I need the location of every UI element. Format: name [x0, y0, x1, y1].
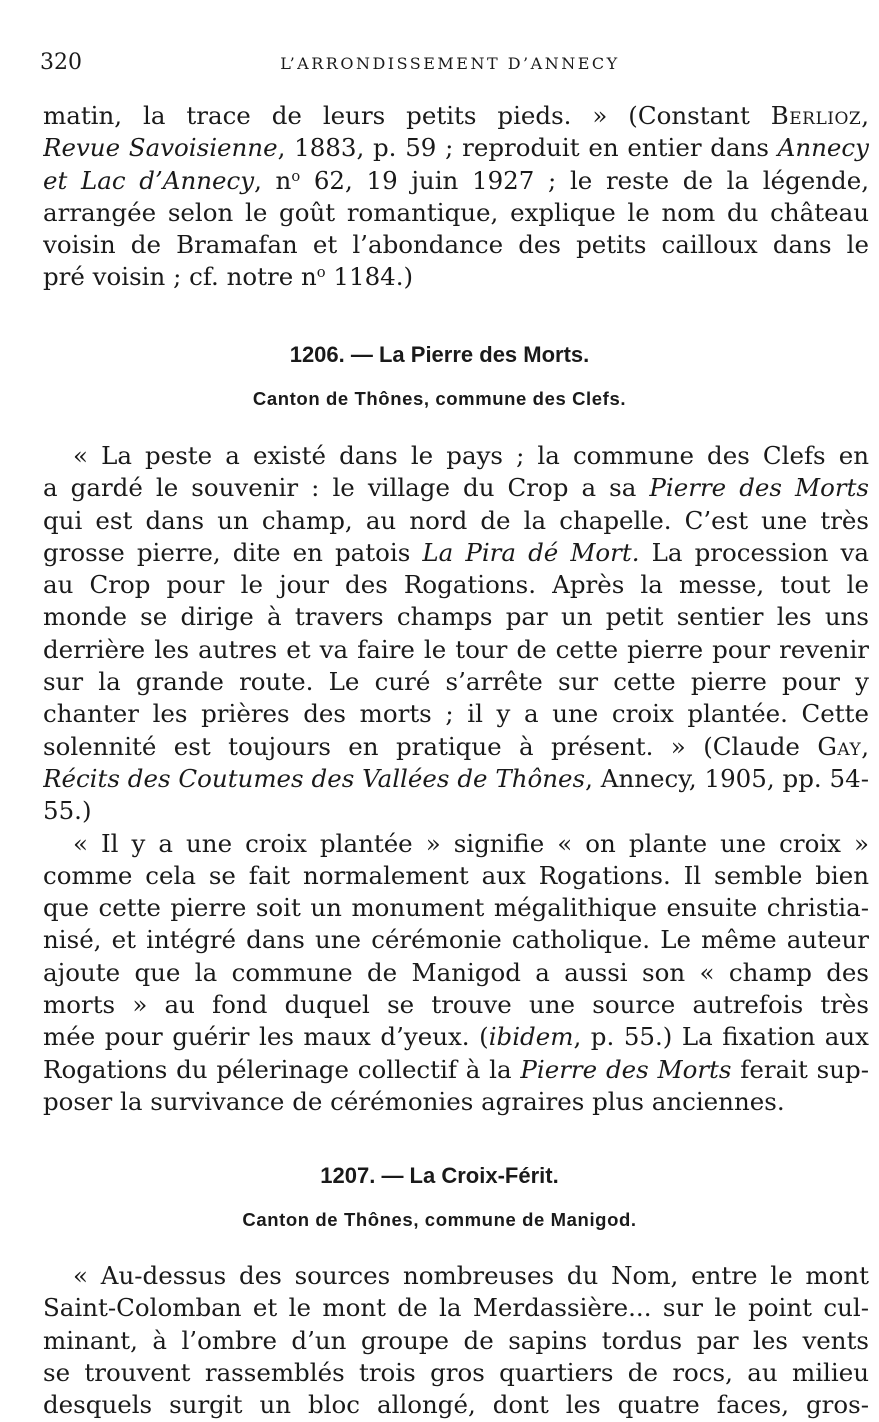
text-line: ajoute que la commune de Manigod a aussi son « champ des	[43, 957, 869, 987]
text-line: 55.)	[43, 796, 92, 826]
entry-body-1207	[43, 1260, 869, 1421]
text-line: derrière les autres et va faire le tour de cette pierre pour revenir	[43, 634, 869, 664]
text-line: minant, à l’ombre d’un groupe de sapins tordus par les vents	[43, 1325, 869, 1355]
text-line: Saint-Colomban et le mont de la Merdassière... sur le point cul-	[43, 1293, 869, 1323]
text-line: au Crop pour le jour des Rogations. Après la messe, tout le	[43, 570, 869, 600]
text-line: chanter les prières des morts ; il y a une croix plantée. Cette	[43, 699, 869, 729]
text-line: Récits des Coutumes des Vallées de Thônes, Annecy, 1905, pp. 54-	[43, 763, 869, 793]
text-line: morts » au fond duquel se trouve une source autrefois très	[43, 990, 869, 1020]
text-line: et Lac d’Annecy, $n^o$ 62, 19 juin 1927 ; le reste de la légende,	[43, 165, 869, 195]
text-line: voisin de Bramafan et l’abondance des petits cailloux dans le	[43, 230, 869, 260]
entry-title-1207: 1207. — La Croix-Férit.	[320, 1163, 559, 1188]
text-line: arrangée selon le goût romantique, explique le nom du château	[43, 197, 869, 227]
text-line: poser la survivance de cérémonies agraires plus anciennes.	[43, 1086, 785, 1116]
page-header	[40, 50, 860, 80]
entry-subtitle-1207: Canton de Thônes, commune de Manigod.	[242, 1209, 637, 1230]
text-line: Rogations du pélerinage collectif à la Pierre des Morts ferait sup-	[43, 1054, 869, 1084]
text-line: qui est dans un champ, au nord de la chapelle. C’est une très	[43, 505, 869, 535]
text-line: « Au-dessus des sources nombreuses du Nom, entre le mont	[73, 1261, 869, 1290]
page-number: 320	[40, 50, 82, 75]
text-line: sur la grande route. Le curé s’arrête sur cette pierre pour y	[43, 667, 869, 697]
running-title: L’ARRONDISSEMENT D’ANNECY	[280, 54, 620, 73]
text-line: desquels surgit un bloc allongé, dont les quatre faces, gros-	[43, 1390, 869, 1420]
text-line: « Il y a une croix plantée » signifie « on plante une croix »	[73, 828, 869, 858]
journal-title: Revue Savoisienne	[43, 133, 278, 163]
author-name: Gay	[817, 731, 862, 761]
text-line: matin, la trace de leurs petits pieds. » (Constant Berlioz,	[43, 101, 869, 130]
book-title: Récits des Coutumes des Vallées de Thônes	[43, 763, 586, 793]
text-line: Revue Savoisienne, 1883, p. 59 ; reproduit en entier dans Annecy	[43, 133, 869, 163]
text-line: solennité est toujours en pratique à présent. » (Claude Gay,	[43, 731, 869, 761]
text-line: que cette pierre soit un monument mégalithique ensuite christia-	[43, 893, 869, 923]
text-line: a gardé le souvenir : le village du Crop a sa Pierre des Morts	[43, 473, 869, 503]
text-line: nisé, et intégré dans une cérémonie catholique. Le même auteur	[43, 925, 869, 955]
entry-body-1206	[43, 440, 869, 1118]
entry-subtitle-1206: Canton de Thônes, commune des Clefs.	[252, 388, 627, 409]
text-line: pré voisin ; cf. notre $n^o$ 1184.)	[43, 262, 414, 292]
text-line: se trouvent rassemblés trois gros quartiers de rocs, au milieu	[43, 1357, 869, 1387]
text-line: « La peste a existé dans le pays ; la commune des Clefs en	[73, 441, 869, 470]
text-line: comme cela se fait normalement aux Rogations. Il semble bien	[43, 860, 869, 890]
entry-title-1206: 1206. — La Pierre des Morts.	[289, 342, 590, 367]
author-name: Berlioz	[770, 101, 862, 130]
text-line: grosse pierre, dite en patois La Pira dé Mort. La procession va	[43, 537, 869, 567]
continuation-paragraph	[43, 100, 869, 294]
text-line: mée pour guérir les maux d’yeux. (ibidem, p. 55.) La fixation aux	[43, 1022, 869, 1052]
text-line: monde se dirige à travers champs par un petit sentier les uns	[43, 602, 869, 632]
